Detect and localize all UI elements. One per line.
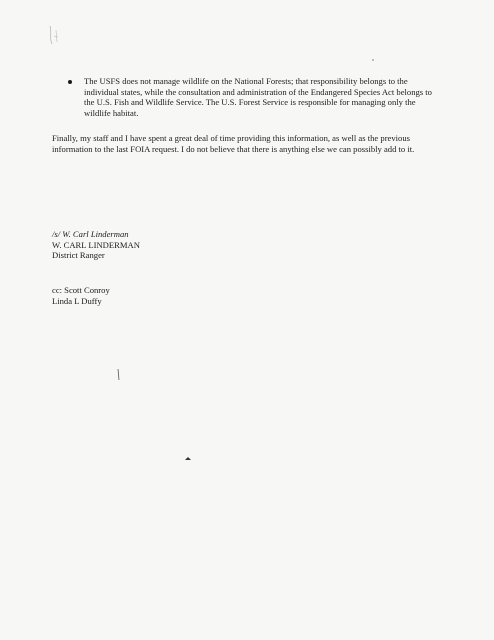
cc-line-1: cc: Scott Conroy (52, 285, 110, 295)
bullet-text: The USFS does not manage wildlife on the National Forests; that responsibility belongs to the individual states, while the consultation and administration of the Endangered Species Act belongs to the U.S. Fish and Wildlife Service. The U.S. Forest Service is responsible for managing only the wildlife habitat. (84, 76, 432, 118)
scan-mark-lower (184, 455, 192, 463)
signature-block (52, 229, 252, 261)
bullet-item (68, 76, 438, 118)
scan-speck (371, 58, 375, 62)
closing-paragraph: Finally, my staff and I have spent a great deal of time providing this information, as well as the previous information to the last FOIA request. I do not believe that there is anything else we can possibly add to it. (52, 133, 415, 154)
cc-block (52, 285, 252, 306)
scan-mark-middle (116, 368, 122, 382)
scan-mark-top-left (40, 22, 70, 62)
signature-line: /s/ W. Carl Linderman (52, 229, 129, 239)
bullet-icon (68, 80, 72, 84)
signer-title: District Ranger (52, 250, 105, 261)
signer-name: W. CARL LINDERMAN (52, 239, 140, 250)
cc-line-2: Linda L Duffy (52, 295, 102, 306)
